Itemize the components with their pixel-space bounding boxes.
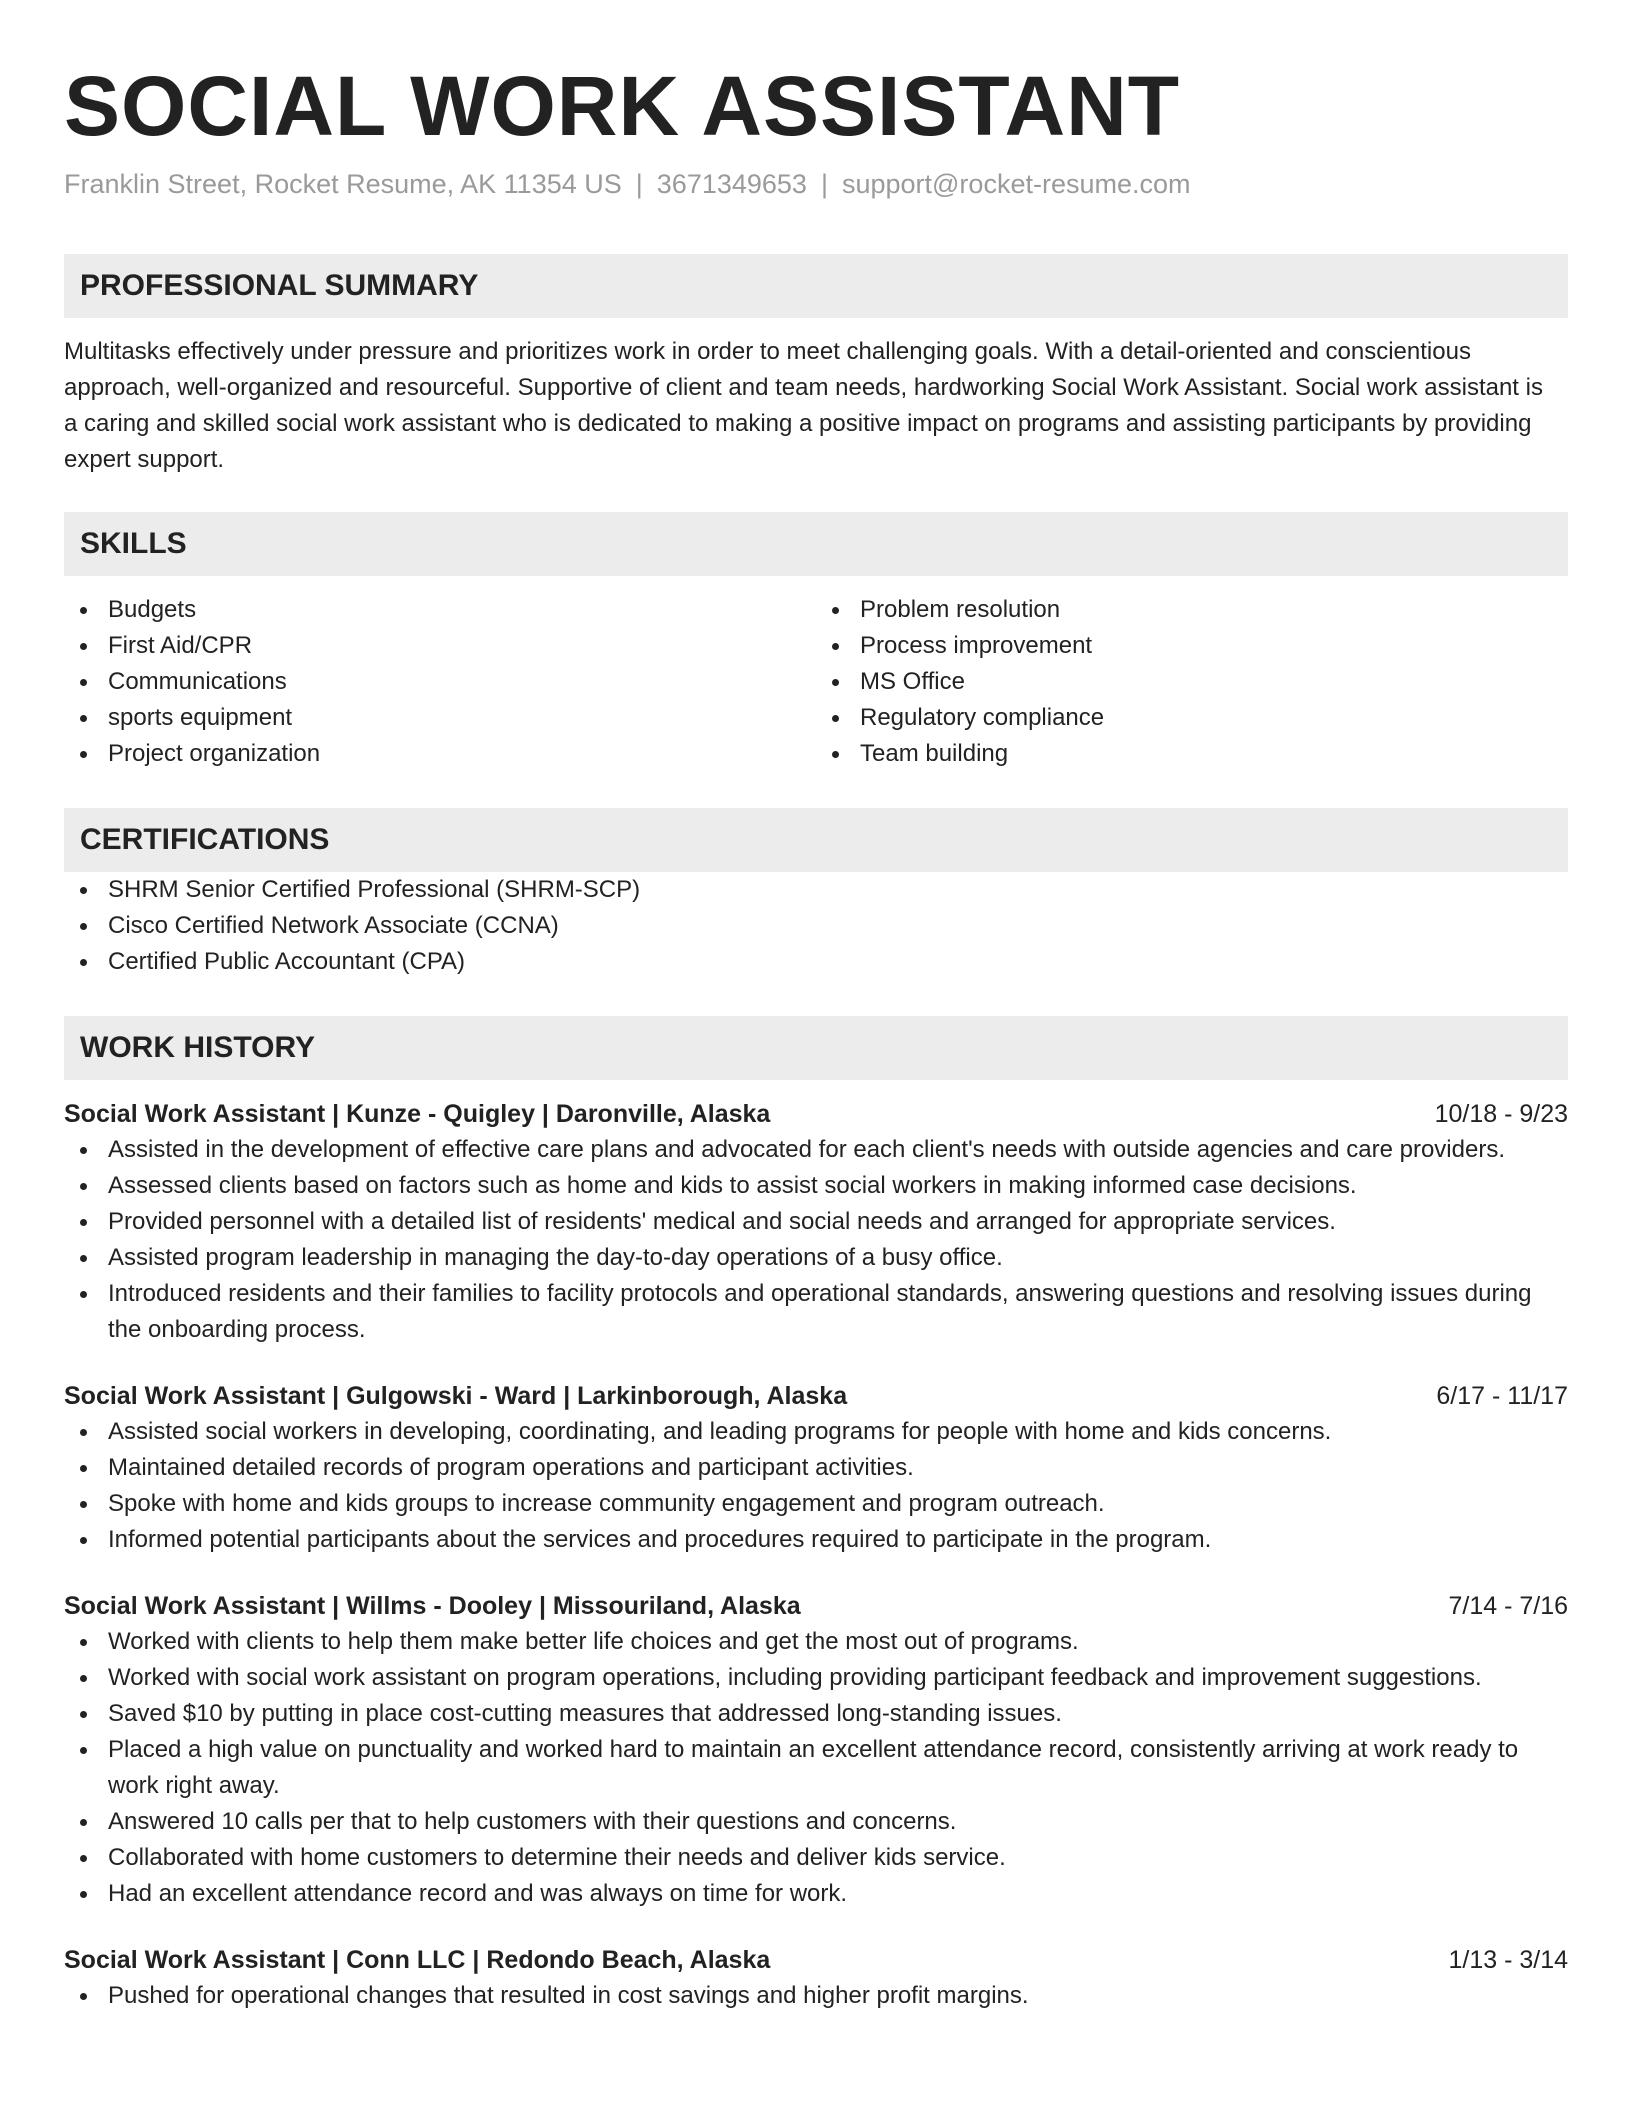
job-header bbox=[64, 1378, 1568, 1414]
certification-item: Certified Public Accountant (CPA) bbox=[64, 944, 1568, 980]
job-bullet: Informed potential participants about the services and procedures required to participate in the program. bbox=[64, 1522, 1568, 1558]
job-bullet: Assisted social workers in developing, coordinating, and leading programs for people with home and kids concerns. bbox=[64, 1414, 1568, 1450]
job-bullet: Spoke with home and kids groups to increase community engagement and program outreach. bbox=[64, 1486, 1568, 1522]
job-bullets bbox=[64, 1132, 1568, 1348]
certifications-list bbox=[64, 872, 1568, 980]
section-heading: CERTIFICATIONS bbox=[64, 808, 1568, 872]
job-bullet: Had an excellent attendance record and was always on time for work. bbox=[64, 1876, 1568, 1912]
job-bullet: Pushed for operational changes that resulted in cost savings and higher profit margins. bbox=[64, 1978, 1568, 2014]
job-bullet: Worked with social work assistant on program operations, including providing participant feedback and improvement suggestions. bbox=[64, 1660, 1568, 1696]
contact-address: Franklin Street, Rocket Resume, AK 11354 US bbox=[64, 169, 622, 199]
job-bullet: Assisted program leadership in managing the day-to-day operations of a busy office. bbox=[64, 1240, 1568, 1276]
job-header bbox=[64, 1942, 1568, 1978]
skills-list-right bbox=[816, 592, 1568, 772]
skill-item: Problem resolution bbox=[816, 592, 1568, 628]
skill-item: Communications bbox=[64, 664, 816, 700]
summary-text: Multitasks effectively under pressure and prioritizes work in order to meet challenging goals. With a detail-oriented and conscientious approach, well-organized and resourceful. Supportive of client and team needs, hardworking Social Work Assistant. Social work assistant is a caring and skilled social work assistant who is dedicated to making a positive impact on programs and assisting participants by providing expert support. bbox=[64, 338, 1543, 473]
skill-item: Project organization bbox=[64, 736, 816, 772]
job-dates: 6/17 - 11/17 bbox=[1436, 1382, 1568, 1410]
job-header bbox=[64, 1588, 1568, 1624]
job-bullet: Placed a high value on punctuality and worked hard to maintain an excellent attendance record, consistently arriving at work ready to work right away. bbox=[64, 1732, 1568, 1804]
jobs-list bbox=[64, 1096, 1568, 2014]
job-bullet: Maintained detailed records of program operations and participant activities. bbox=[64, 1450, 1568, 1486]
certification-item: Cisco Certified Network Associate (CCNA) bbox=[64, 908, 1568, 944]
job-bullets bbox=[64, 1414, 1568, 1558]
skills-columns bbox=[64, 592, 1568, 772]
job-bullet: Introduced residents and their families to facility protocols and operational standards, answering questions and resolving issues during the onboarding process. bbox=[64, 1276, 1568, 1348]
contact-phone: 3671349653 bbox=[656, 169, 807, 199]
job-title: Social Work Assistant | Kunze - Quigley | Daronville, Alaska bbox=[64, 1100, 771, 1128]
job-dates: 7/14 - 7/16 bbox=[1448, 1592, 1568, 1620]
job-bullet: Answered 10 calls per that to help customers with their questions and concerns. bbox=[64, 1804, 1568, 1840]
job-bullets bbox=[64, 1978, 1568, 2014]
contact-email[interactable]: support@rocket-resume.com bbox=[841, 169, 1191, 199]
job-bullets bbox=[64, 1624, 1568, 1912]
section-skills bbox=[64, 512, 1568, 772]
skill-item: MS Office bbox=[816, 664, 1568, 700]
contact-separator: | bbox=[635, 169, 643, 199]
job-title: Social Work Assistant | Gulgowski - Ward | Larkinborough, Alaska bbox=[64, 1382, 848, 1410]
skill-item: sports equipment bbox=[64, 700, 816, 736]
job-entry bbox=[64, 1942, 1568, 2014]
contact-separator: | bbox=[820, 169, 828, 199]
job-bullet: Saved $10 by putting in place cost-cutting measures that addressed long-standing issues. bbox=[64, 1696, 1568, 1732]
job-entry bbox=[64, 1378, 1568, 1558]
job-title: Social Work Assistant | Conn LLC | Redondo Beach, Alaska bbox=[64, 1946, 771, 1974]
section-heading: SKILLS bbox=[64, 512, 1568, 576]
contact-line bbox=[64, 166, 1568, 202]
job-entry bbox=[64, 1096, 1568, 1348]
skill-item: Team building bbox=[816, 736, 1568, 772]
job-bullet: Assisted in the development of effective care plans and advocated for each client's needs with outside agencies and care providers. bbox=[64, 1132, 1568, 1168]
section-heading: WORK HISTORY bbox=[64, 1016, 1568, 1080]
skill-item: Process improvement bbox=[816, 628, 1568, 664]
job-entry bbox=[64, 1588, 1568, 1912]
job-bullet: Assessed clients based on factors such as home and kids to assist social workers in making informed case decisions. bbox=[64, 1168, 1568, 1204]
job-header bbox=[64, 1096, 1568, 1132]
job-bullet: Collaborated with home customers to determine their needs and deliver kids service. bbox=[64, 1840, 1568, 1876]
job-bullet: Provided personnel with a detailed list of residents' medical and social needs and arranged for appropriate services. bbox=[64, 1204, 1568, 1240]
job-bullet: Worked with clients to help them make better life choices and get the most out of programs. bbox=[64, 1624, 1568, 1660]
section-heading: PROFESSIONAL SUMMARY bbox=[64, 254, 1568, 318]
job-dates: 10/18 - 9/23 bbox=[1434, 1100, 1568, 1128]
resume-title: SOCIAL WORK ASSISTANT bbox=[64, 59, 1181, 153]
skills-list-left bbox=[64, 592, 816, 772]
section-professional-summary bbox=[64, 254, 1568, 478]
job-title: Social Work Assistant | Willms - Dooley | Missouriland, Alaska bbox=[64, 1592, 801, 1620]
certification-item: SHRM Senior Certified Professional (SHRM-SCP) bbox=[64, 872, 1568, 908]
section-certifications bbox=[64, 808, 1568, 980]
job-dates: 1/13 - 3/14 bbox=[1448, 1946, 1568, 1974]
skill-item: Regulatory compliance bbox=[816, 700, 1568, 736]
skill-item: First Aid/CPR bbox=[64, 628, 816, 664]
skill-item: Budgets bbox=[64, 592, 816, 628]
section-work-history bbox=[64, 1016, 1568, 2014]
